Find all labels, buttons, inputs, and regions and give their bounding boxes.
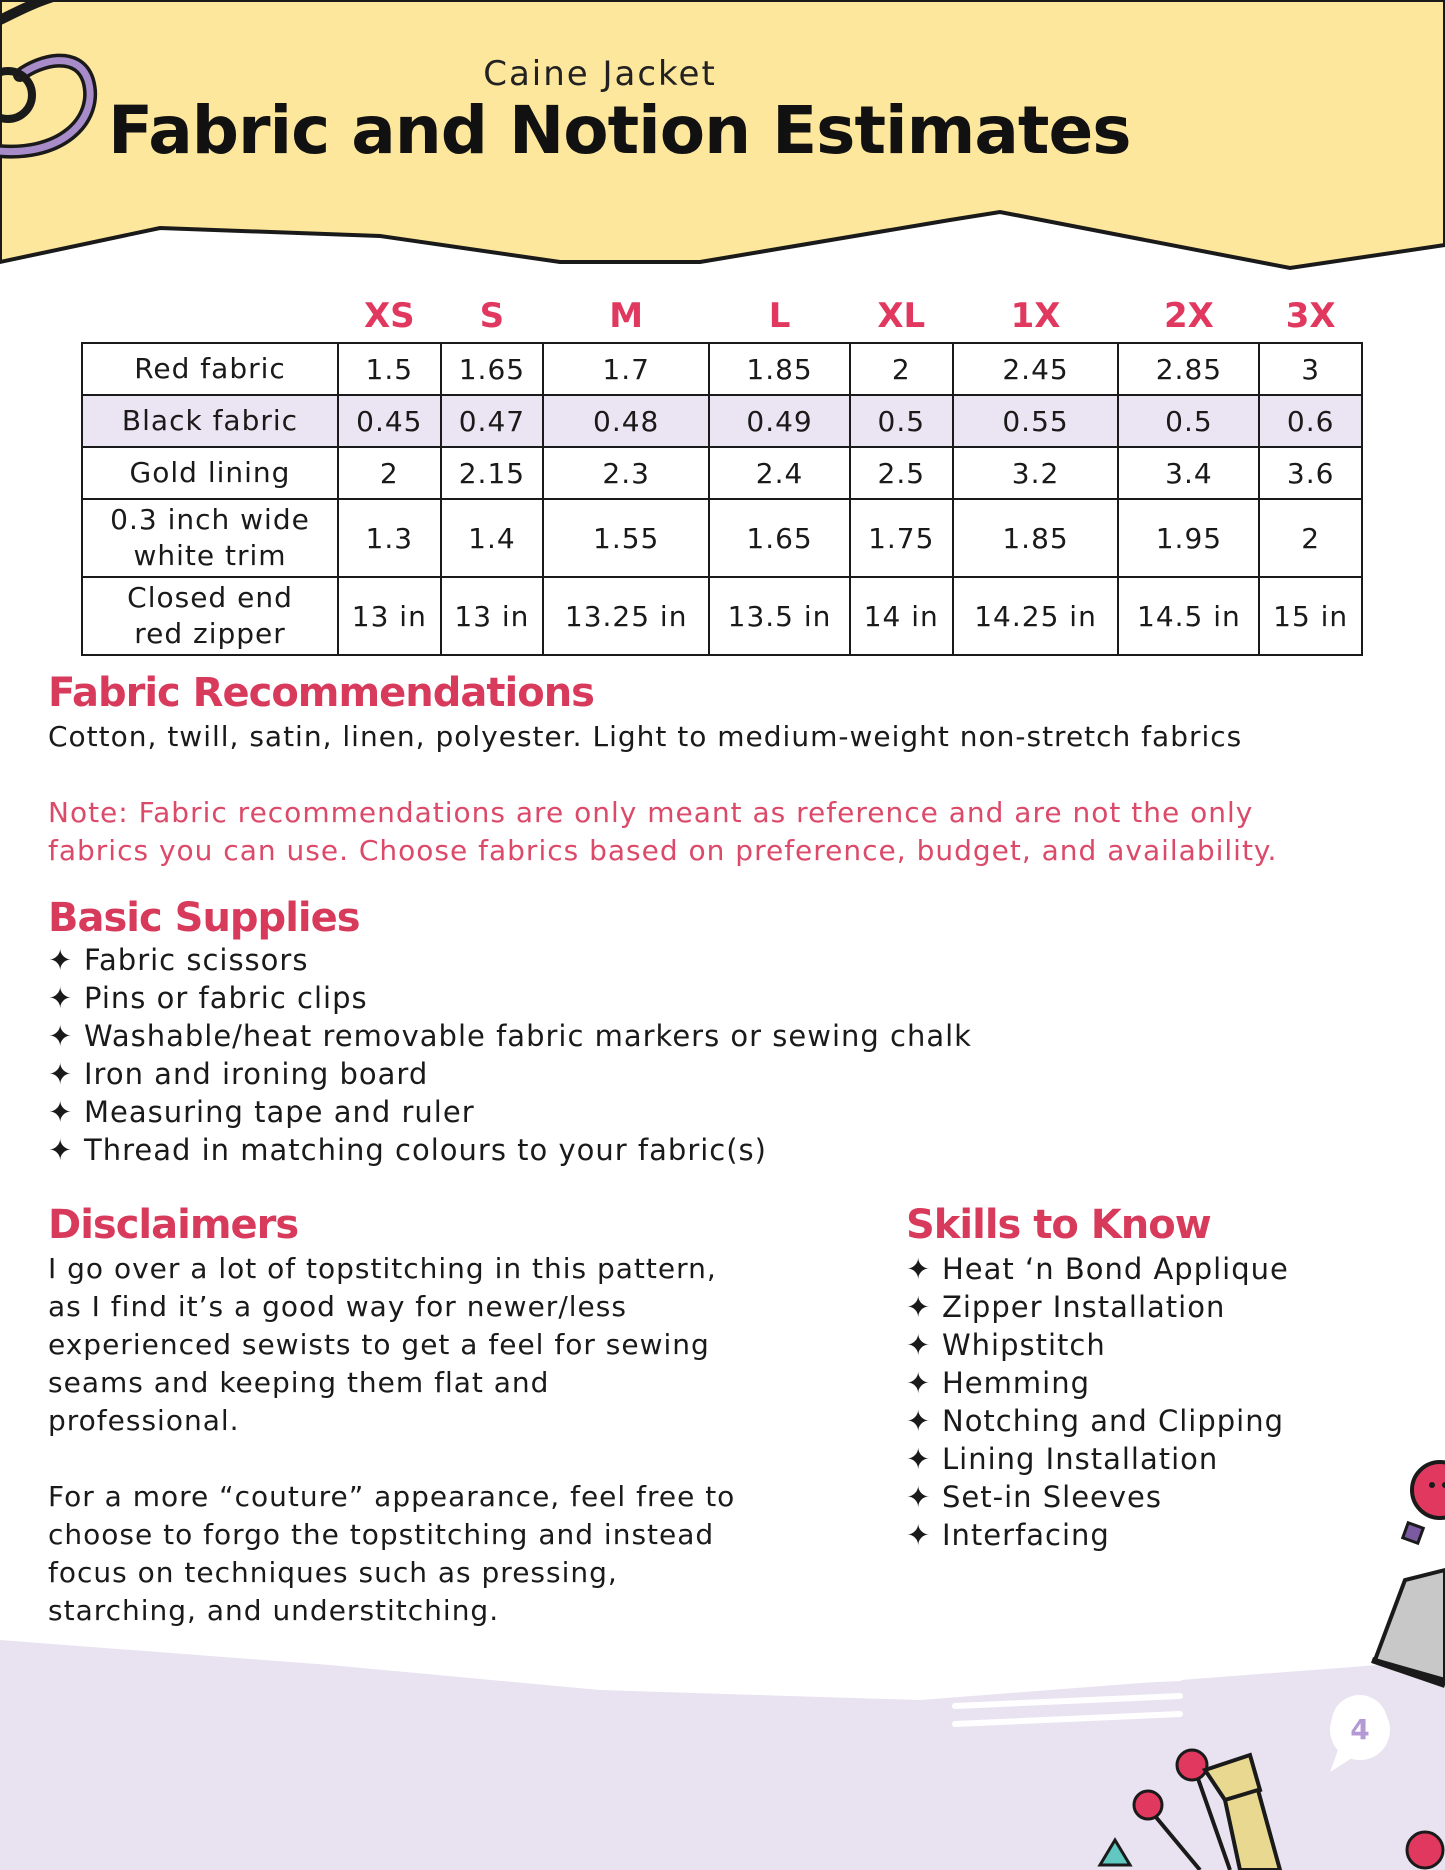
table-header-row	[82, 290, 1362, 343]
table-cell: 13 in	[441, 577, 544, 655]
pattern-subtitle: Caine Jacket	[483, 54, 717, 94]
star-bullet-icon: ✦	[906, 1480, 932, 1514]
table-row	[82, 343, 1362, 395]
list-item: ✦ Set-in Sleeves	[906, 1480, 1163, 1514]
row-label	[82, 499, 338, 577]
button-icon	[1412, 1462, 1445, 1518]
list-item: ✦ Heat ‘n Bond Applique	[906, 1252, 1289, 1286]
table-cell: 2.15	[441, 447, 544, 499]
paragraph-line: focus on techniques such as pressing,	[48, 1556, 618, 1589]
table-cell: 1.3	[338, 499, 441, 577]
size-header: XL	[877, 296, 926, 336]
row-label-line: red zipper	[134, 617, 286, 650]
table-cell: 2	[1259, 499, 1362, 577]
table-cell: 1.75	[850, 499, 953, 577]
paragraph-line: choose to forgo the topstitching and instead	[48, 1518, 715, 1551]
list-item: ✦ Washable/heat removable fabric markers or sewing chalk	[48, 1019, 972, 1053]
paragraph-line: experienced sewists to get a feel for sewing	[48, 1328, 710, 1361]
table-cell: 14.5 in	[1118, 577, 1259, 655]
paragraph-line: seams and keeping them flat and	[48, 1366, 550, 1399]
paragraph-line: starching, and understitching.	[48, 1594, 500, 1627]
size-header: 3X	[1285, 296, 1336, 336]
star-bullet-icon: ✦	[48, 1133, 74, 1167]
fabric-note	[48, 794, 1277, 870]
page-title: Fabric and Notion Estimates	[108, 92, 1131, 169]
table-cell: 0.45	[338, 395, 441, 447]
star-bullet-icon: ✦	[906, 1290, 932, 1324]
paragraph-line: professional.	[48, 1404, 240, 1437]
table-cell: 3.6	[1259, 447, 1362, 499]
table-row	[82, 395, 1362, 447]
skills-list	[906, 1250, 1289, 1554]
star-bullet-icon: ✦	[48, 981, 74, 1015]
star-bullet-icon: ✦	[906, 1366, 932, 1400]
skills-heading: Skills to Know	[906, 1202, 1211, 1248]
table-cell: 0.5	[850, 395, 953, 447]
disclaimers-paragraph-2	[48, 1478, 735, 1630]
table-cell: 15 in	[1259, 577, 1362, 655]
fabric-recommendations-text: Cotton, twill, satin, linen, polyester. Light to medium-weight non-stretch fabrics	[48, 720, 1243, 753]
table-cell: 3.2	[953, 447, 1119, 499]
row-label-line: Closed end	[127, 581, 293, 614]
size-header: 2X	[1163, 296, 1214, 336]
list-item: ✦ Hemming	[906, 1366, 1090, 1400]
table-cell: 1.65	[709, 499, 850, 577]
row-label	[82, 577, 338, 655]
star-bullet-icon: ✦	[48, 943, 74, 977]
star-bullet-icon: ✦	[906, 1404, 932, 1438]
page-number: 4	[1350, 1713, 1370, 1746]
estimates-table	[81, 290, 1363, 656]
fabric-note-line: Note: Fabric recommendations are only meant as reference and are not the only	[48, 796, 1254, 829]
table-row	[82, 577, 1362, 655]
table-cell: 13.5 in	[709, 577, 850, 655]
table-cell: 1.5	[338, 343, 441, 395]
row-label-line: 0.3 inch wide	[110, 503, 310, 536]
table-cell: 2.5	[850, 447, 953, 499]
fabric-recommendations-heading: Fabric Recommendations	[48, 670, 594, 716]
list-item: ✦ Notching and Clipping	[906, 1404, 1284, 1438]
size-header: 1X	[1010, 296, 1061, 336]
footer-band	[0, 1640, 1445, 1870]
table-row	[82, 499, 1362, 577]
star-bullet-icon: ✦	[906, 1252, 932, 1286]
star-bullet-icon: ✦	[48, 1019, 74, 1053]
table-cell: 1.7	[543, 343, 709, 395]
list-item: ✦ Iron and ironing board	[48, 1057, 429, 1091]
star-bullet-icon: ✦	[48, 1057, 74, 1091]
table-cell: 14.25 in	[953, 577, 1119, 655]
star-bullet-icon: ✦	[906, 1328, 932, 1362]
row-label-line: white trim	[133, 539, 287, 572]
paragraph-line: For a more “couture” appearance, feel free to	[48, 1480, 736, 1513]
table-cell: 0.55	[953, 395, 1119, 447]
table-cell: 3	[1259, 343, 1362, 395]
table-cell: 0.6	[1259, 395, 1362, 447]
disclaimers-paragraph-1	[48, 1250, 717, 1440]
table-cell: 2	[850, 343, 953, 395]
size-header: M	[609, 296, 644, 336]
table-cell: 13.25 in	[543, 577, 709, 655]
list-item: ✦ Interfacing	[906, 1518, 1110, 1552]
fabric-note-line: fabrics you can use. Choose fabrics based on preference, budget, and availability.	[48, 834, 1278, 867]
table-cell: 13 in	[338, 577, 441, 655]
basic-supplies-list	[48, 941, 972, 1169]
star-bullet-icon: ✦	[906, 1442, 932, 1476]
size-header: S	[479, 296, 505, 336]
star-bullet-icon: ✦	[48, 1095, 74, 1129]
table-cell: 0.5	[1118, 395, 1259, 447]
basic-supplies-heading: Basic Supplies	[48, 895, 360, 941]
list-item: ✦ Thread in matching colours to your fabric(s)	[48, 1133, 767, 1167]
paragraph-line: I go over a lot of topstitching in this pattern,	[48, 1252, 717, 1285]
table-cell: 2	[338, 447, 441, 499]
table-corner	[82, 290, 338, 343]
table-cell: 1.4	[441, 499, 544, 577]
table-cell: 2.4	[709, 447, 850, 499]
table-cell: 1.65	[441, 343, 544, 395]
list-item: ✦ Fabric scissors	[48, 943, 309, 977]
table-cell: 1.95	[1118, 499, 1259, 577]
row-label: Gold lining	[82, 447, 338, 499]
table-cell: 1.85	[953, 499, 1119, 577]
table-row	[82, 447, 1362, 499]
size-header: XS	[363, 296, 415, 336]
list-item: ✦ Measuring tape and ruler	[48, 1095, 475, 1129]
table-cell: 0.49	[709, 395, 850, 447]
list-item: ✦ Zipper Installation	[906, 1290, 1226, 1324]
star-bullet-icon: ✦	[906, 1518, 932, 1552]
table-cell: 2.85	[1118, 343, 1259, 395]
table-cell: 2.45	[953, 343, 1119, 395]
list-item: ✦ Whipstitch	[906, 1328, 1106, 1362]
list-item: ✦ Lining Installation	[906, 1442, 1219, 1476]
table-cell: 14 in	[850, 577, 953, 655]
size-header: L	[768, 296, 791, 336]
list-item: ✦ Pins or fabric clips	[48, 981, 368, 1015]
table-cell: 3.4	[1118, 447, 1259, 499]
table-cell: 1.55	[543, 499, 709, 577]
table-cell: 0.48	[543, 395, 709, 447]
disclaimers-heading: Disclaimers	[48, 1202, 299, 1248]
paragraph-line: as I find it’s a good way for newer/less	[48, 1290, 627, 1323]
row-label: Black fabric	[82, 395, 338, 447]
table-cell: 1.85	[709, 343, 850, 395]
table-cell: 2.3	[543, 447, 709, 499]
row-label: Red fabric	[82, 343, 338, 395]
table-cell: 0.47	[441, 395, 544, 447]
